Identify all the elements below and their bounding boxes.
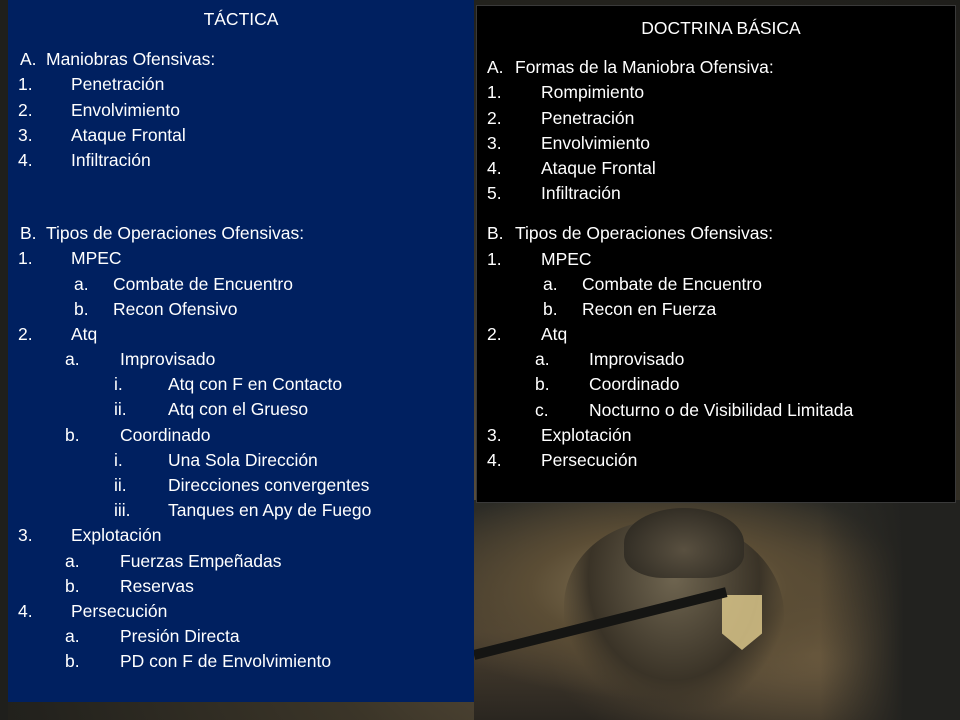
photo-shadow (820, 500, 960, 720)
item-text: Rompimiento (541, 82, 645, 103)
list-item (8, 372, 474, 397)
section-text: Tipos de Operaciones Ofensivas: (515, 223, 774, 244)
item-letter: a. (65, 626, 80, 647)
soldier-photo (474, 500, 960, 720)
item-number: 3. (487, 132, 502, 153)
item-text: Coordinado (120, 424, 211, 445)
spacer (477, 206, 955, 221)
item-text: Envolvimiento (71, 99, 180, 120)
item-text: Tanques en Apy de Fuego (168, 500, 372, 521)
item-number: 3. (487, 424, 502, 445)
item-number: 2. (487, 324, 502, 345)
item-number: 3. (18, 525, 33, 546)
list-item (477, 131, 955, 156)
section-label: A. (20, 49, 37, 70)
item-roman: ii. (114, 475, 127, 496)
item-text: Atq con F en Contacto (168, 374, 343, 395)
list-item (8, 297, 474, 322)
list-item (8, 624, 474, 649)
tactica-panel (8, 0, 474, 702)
list-item (8, 549, 474, 574)
item-text: Coordinado (589, 374, 680, 395)
item-number: 1. (487, 248, 502, 269)
list-item (8, 322, 474, 347)
item-letter: b. (543, 298, 558, 319)
item-roman: i. (114, 449, 123, 470)
item-letter: a. (65, 349, 80, 370)
left-edge-strip (0, 0, 8, 720)
item-text: Improvisado (589, 349, 685, 370)
tactica-section-b (8, 221, 474, 246)
list-item (477, 80, 955, 105)
list-item (477, 181, 955, 206)
doctrina-title: DOCTRINA BÁSICA (641, 18, 801, 38)
list-item (477, 347, 955, 372)
item-text: Penetración (541, 107, 635, 128)
list-item (8, 423, 474, 448)
list-item (8, 246, 474, 271)
item-number: 1. (487, 82, 502, 103)
item-text: Una Sola Dirección (168, 449, 318, 470)
item-text: Recon en Fuerza (582, 298, 717, 319)
item-number: 3. (18, 124, 33, 145)
item-number: 2. (18, 323, 33, 344)
list-item (8, 473, 474, 498)
item-letter: b. (65, 651, 80, 672)
item-text: Explotación (541, 424, 632, 445)
list-item (477, 423, 955, 448)
tactica-section-a (8, 47, 474, 72)
list-item (477, 372, 955, 397)
item-number: 4. (18, 149, 33, 170)
item-letter: b. (74, 298, 89, 319)
item-number: 2. (487, 107, 502, 128)
item-letter: b. (535, 374, 550, 395)
item-roman: i. (114, 374, 123, 395)
section-label: A. (487, 57, 504, 78)
item-text: Persecución (71, 600, 168, 621)
list-item (8, 523, 474, 548)
list-item (8, 347, 474, 372)
item-letter: b. (65, 424, 80, 445)
item-letter: a. (543, 273, 558, 294)
item-letter: b. (65, 575, 80, 596)
item-text: Reservas (120, 575, 194, 596)
item-number: 2. (18, 99, 33, 120)
section-label: B. (20, 223, 37, 244)
item-text: Atq (71, 323, 98, 344)
item-text: MPEC (71, 248, 122, 269)
list-item (477, 322, 955, 347)
item-text: MPEC (541, 248, 592, 269)
item-letter: a. (65, 550, 80, 571)
item-text: Penetración (71, 74, 165, 95)
item-roman: ii. (114, 399, 127, 420)
list-item (477, 272, 955, 297)
list-item (8, 649, 474, 674)
list-item (8, 498, 474, 523)
helmet-shape (624, 508, 744, 578)
item-number: 1. (18, 248, 33, 269)
item-text: Infiltración (71, 149, 151, 170)
list-item (477, 156, 955, 181)
list-item (477, 297, 955, 322)
item-text: Explotación (71, 525, 162, 546)
list-item (8, 448, 474, 473)
doctrina-section-b (477, 221, 955, 246)
item-number: 4. (487, 450, 502, 471)
item-number: 1. (18, 74, 33, 95)
item-letter: a. (535, 349, 550, 370)
item-number: 4. (487, 157, 502, 178)
item-text: Combate de Encuentro (582, 273, 762, 294)
item-letter: c. (535, 399, 549, 420)
item-text: Persecución (541, 450, 638, 471)
doctrina-panel (476, 5, 956, 503)
section-text: Formas de la Maniobra Ofensiva: (515, 57, 774, 78)
list-item (8, 574, 474, 599)
item-text: Improvisado (120, 349, 216, 370)
item-text: Atq (541, 324, 568, 345)
section-text: Maniobras Ofensivas: (46, 49, 216, 70)
item-text: Infiltración (541, 183, 621, 204)
section-text: Tipos de Operaciones Ofensivas: (46, 223, 305, 244)
list-item (8, 123, 474, 148)
item-text: Envolvimiento (541, 132, 650, 153)
item-text: Direcciones convergentes (168, 475, 370, 496)
list-item (8, 397, 474, 422)
list-item (8, 272, 474, 297)
item-text: Ataque Frontal (541, 157, 656, 178)
tactica-title: TÁCTICA (203, 9, 279, 29)
section-label: B. (487, 223, 504, 244)
item-number: 4. (18, 600, 33, 621)
item-letter: a. (74, 273, 89, 294)
item-text: PD con F de Envolvimiento (120, 651, 332, 672)
list-item (8, 98, 474, 123)
list-item (8, 148, 474, 173)
list-item (477, 448, 955, 473)
item-text: Combate de Encuentro (113, 273, 293, 294)
item-number: 5. (487, 183, 502, 204)
spacer (8, 173, 474, 221)
list-item (8, 599, 474, 624)
item-text: Fuerzas Empeñadas (120, 550, 282, 571)
item-roman: iii. (114, 500, 131, 521)
item-text: Nocturno o de Visibilidad Limitada (589, 399, 854, 420)
list-item (477, 106, 955, 131)
doctrina-section-a (477, 55, 955, 80)
item-text: Presión Directa (120, 626, 240, 647)
item-text: Recon Ofensivo (113, 298, 238, 319)
list-item (477, 398, 955, 423)
list-item (8, 72, 474, 97)
item-text: Atq con el Grueso (168, 399, 309, 420)
list-item (477, 247, 955, 272)
item-text: Ataque Frontal (71, 124, 186, 145)
